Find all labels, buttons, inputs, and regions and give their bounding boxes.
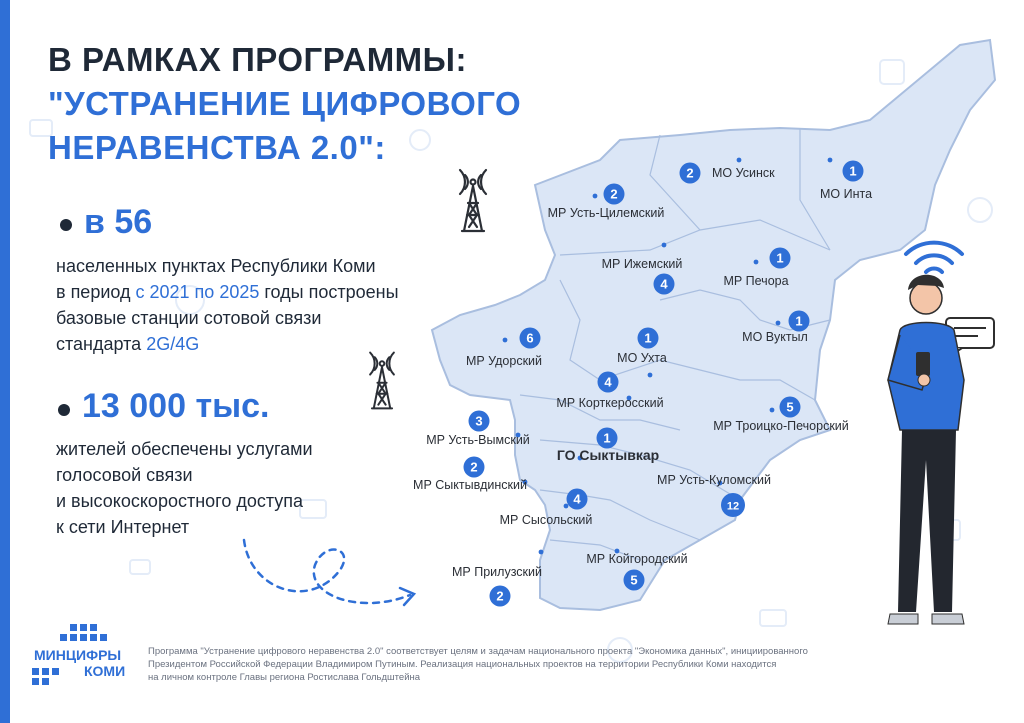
stat-1-line-2: в период с 2021 по 2025 годы построены: [56, 282, 399, 302]
settlement-dot: [564, 504, 569, 509]
stat-2-line-1: жителей обеспечены услугами: [56, 439, 313, 459]
settlement-dot: [770, 408, 775, 413]
count-badge-value: 12: [726, 500, 740, 513]
district-label: МО Вуктыл: [742, 330, 808, 344]
logo-text-line-2: КОМИ: [84, 663, 126, 679]
district-marker: [500, 489, 593, 528]
district-marker: [548, 184, 665, 221]
stat-1-value: в 56: [84, 203, 153, 241]
settlement-dot: [648, 373, 653, 378]
district-label: МО Усинск: [712, 166, 775, 180]
count-badge-value: 6: [526, 330, 534, 346]
district-marker: [557, 428, 659, 464]
count-badge-value: 1: [644, 330, 652, 346]
stat-1-line-4: стандарта 2G/4G: [56, 334, 200, 354]
district-label: МР Усть-Цилемский: [547, 206, 665, 220]
district-marker: [586, 549, 687, 591]
district-label: МР Койгородский: [586, 552, 688, 566]
stat-1-line-3: базовые станции сотовой связи: [56, 308, 322, 328]
title-line-3: НЕРАВЕНСТВА 2.0":: [48, 129, 386, 166]
title-line-2: "УСТРАНЕНИЕ ЦИФРОВОГО: [48, 85, 522, 122]
district-label: МР Сысольский: [499, 513, 593, 527]
count-badge-value: 5: [630, 572, 638, 588]
stat-2-value: 13 000 тыс.: [82, 387, 270, 425]
district-label: МР Прилузский: [452, 565, 542, 579]
district-marker: [657, 473, 771, 517]
logo-text-line-1: МИНЦИФРЫ: [34, 647, 122, 663]
count-badge-value: 4: [660, 276, 668, 292]
count-badge-value: 4: [604, 374, 612, 390]
settlement-dot: [503, 338, 508, 343]
count-badge-value: 3: [475, 413, 483, 429]
district-label: МР Печора: [723, 274, 789, 288]
district-marker: [742, 311, 809, 345]
count-badge-value: 1: [795, 313, 803, 329]
district-label: МР Усть-Куломский: [657, 473, 771, 487]
district-marker: [680, 158, 776, 184]
settlement-dot: [662, 243, 667, 248]
footer-line-2: Президентом Российской Федерации Владимиром Путиным. Реализация национальных проектов на территории Республики Коми находится: [148, 659, 777, 670]
title-line-1: В РАМКАХ ПРОГРАММЫ:: [48, 41, 467, 78]
district-marker: [820, 158, 872, 201]
settlement-dot: [593, 194, 598, 199]
footer-line-1: Программа "Устранение цифрового неравенства 2.0" соответствует целям и задачам национального проекта "Экономика данных", инициированного: [148, 646, 808, 657]
count-badge-value: 2: [686, 165, 694, 181]
district-label: МР Усть-Вымский: [426, 433, 530, 447]
settlement-dot: [539, 550, 544, 555]
stat-1-line-1: населенных пунктах Республики Коми: [56, 256, 376, 276]
count-badge-value: 5: [786, 399, 794, 415]
count-badge-value: 4: [573, 491, 581, 507]
count-badge-value: 1: [776, 250, 784, 266]
stat-2-line-4: к сети Интернет: [56, 517, 190, 537]
district-marker: [556, 372, 663, 411]
settlement-dot: [754, 260, 759, 265]
count-badge-value: 1: [603, 430, 611, 446]
stat-2-line-2: голосовой связи: [56, 465, 193, 485]
stat-2-line-3: и высокоскоростного доступа: [56, 491, 304, 511]
wifi-icon: [906, 243, 962, 272]
district-marker: [713, 397, 849, 434]
settlement-dot: [776, 321, 781, 326]
district-marker: [426, 411, 530, 448]
district-label: МО Ухта: [617, 351, 667, 365]
district-label: МР Корткеросский: [556, 396, 664, 410]
footer-note: [148, 645, 978, 684]
footer-line-3: на личном контроле Главы региона Ростислава Гольдштейна: [148, 672, 421, 683]
district-marker: [413, 457, 527, 493]
district-label: МР Ижемский: [601, 257, 683, 271]
settlement-dot: [828, 158, 833, 163]
district-label: МР Троицко-Печорский: [713, 419, 849, 433]
count-badge-value: 2: [496, 588, 504, 604]
district-marker: [723, 248, 790, 289]
district-marker: [466, 328, 542, 369]
count-badge-value: 2: [610, 186, 618, 202]
district-label: МР Сыктывдинский: [413, 478, 527, 492]
district-label: ГО Сыктывкар: [556, 447, 660, 463]
count-badge-value: 1: [849, 163, 857, 179]
district-label: МО Инта: [820, 187, 873, 201]
district-label: МР Удорский: [465, 354, 543, 368]
person-illustration: [878, 230, 1018, 640]
district-marker: [602, 243, 683, 295]
count-badge-value: 2: [470, 459, 478, 475]
settlement-dot: [737, 158, 742, 163]
district-marker: [617, 328, 667, 378]
district-marker: [452, 550, 543, 607]
